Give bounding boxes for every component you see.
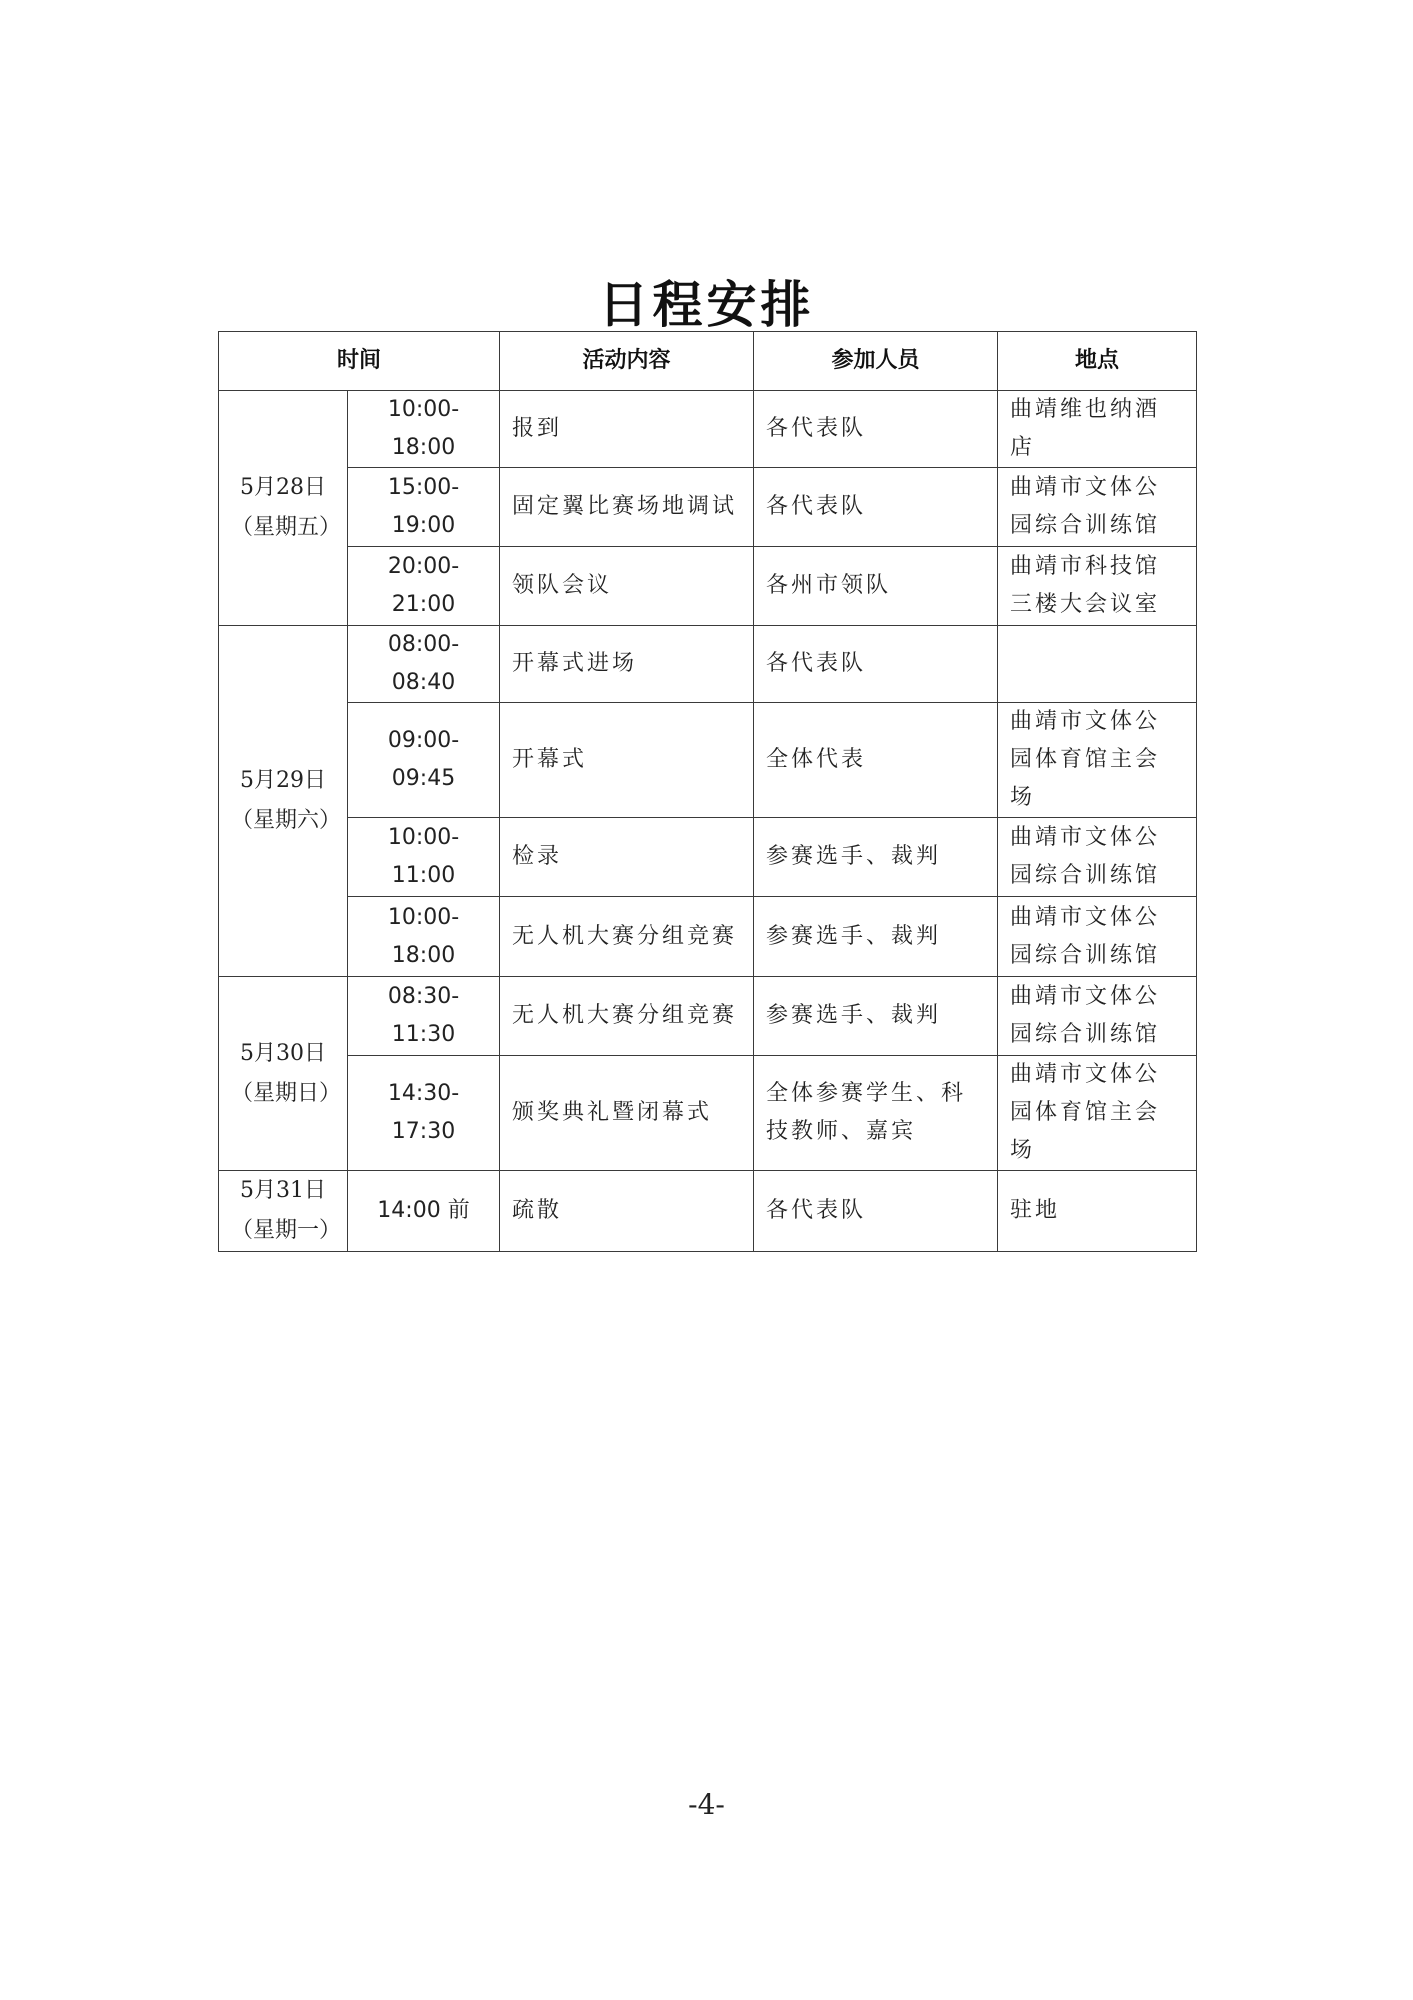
header-activity: 活动内容 [500, 332, 754, 391]
table-row [219, 1171, 1197, 1252]
date-cell [219, 977, 348, 1171]
activity-cell: 疏散 [500, 1171, 754, 1252]
page-title: 日程安排 [598, 275, 815, 334]
date-label: 5月30日 [240, 1040, 326, 1066]
place-cell: 驻地 [998, 1171, 1197, 1252]
date-cell [219, 391, 348, 626]
weekday-label: （星期五） [231, 515, 342, 540]
time-cell: 10:00-18:00 [348, 897, 500, 977]
table-row [219, 391, 1197, 468]
people-cell: 参赛选手、裁判 [754, 818, 998, 897]
table-row [219, 897, 1197, 977]
time-cell: 09:00-09:45 [348, 703, 500, 818]
weekday-label: （星期一） [231, 1218, 342, 1243]
place-cell: 曲靖市文体公园综合训练馆 [998, 818, 1197, 897]
place-cell: 曲靖市科技馆三楼大会议室 [998, 547, 1197, 626]
header-people: 参加人员 [754, 332, 998, 391]
date-cell [219, 1171, 348, 1252]
people-cell: 全体代表 [754, 703, 998, 818]
activity-cell: 无人机大赛分组竞赛 [500, 897, 754, 977]
activity-cell: 开幕式进场 [500, 626, 754, 703]
table-row [219, 977, 1197, 1056]
header-row [219, 332, 1197, 391]
table-row [219, 547, 1197, 626]
place-cell: 曲靖市文体公园综合训练馆 [998, 468, 1197, 547]
activity-cell: 固定翼比赛场地调试 [500, 468, 754, 547]
activity-cell: 颁奖典礼暨闭幕式 [500, 1056, 754, 1171]
place-cell: 曲靖市文体公园综合训练馆 [998, 897, 1197, 977]
table-row [219, 626, 1197, 703]
people-cell: 参赛选手、裁判 [754, 977, 998, 1056]
page-number: -4- [688, 1788, 725, 1821]
place-cell: 曲靖市文体公园体育馆主会场 [998, 1056, 1197, 1171]
table-row [219, 1056, 1197, 1171]
table-row [219, 703, 1197, 818]
people-cell: 各代表队 [754, 391, 998, 468]
table-row [219, 468, 1197, 547]
weekday-label: （星期日） [231, 1080, 342, 1106]
people-cell: 各代表队 [754, 468, 998, 547]
date-label: 5月31日 [240, 1178, 326, 1203]
time-cell: 08:00-08:40 [348, 626, 500, 703]
table-row [219, 818, 1197, 897]
activity-cell: 开幕式 [500, 703, 754, 818]
header-place: 地点 [998, 332, 1197, 391]
people-cell: 各代表队 [754, 1171, 998, 1252]
date-cell [219, 626, 348, 977]
place-cell: 曲靖市文体公园综合训练馆 [998, 977, 1197, 1056]
time-cell: 14:30-17:30 [348, 1056, 500, 1171]
time-cell: 20:00-21:00 [348, 547, 500, 626]
activity-cell: 领队会议 [500, 547, 754, 626]
date-label: 5月29日 [240, 768, 326, 793]
place-cell: 曲靖市文体公园体育馆主会场 [998, 703, 1197, 818]
place-cell [998, 626, 1197, 703]
activity-cell: 报到 [500, 391, 754, 468]
time-cell: 15:00-19:00 [348, 468, 500, 547]
people-cell: 各州市领队 [754, 547, 998, 626]
weekday-label: （星期六） [231, 808, 342, 833]
people-cell: 参赛选手、裁判 [754, 897, 998, 977]
time-cell: 08:30-11:30 [348, 977, 500, 1056]
time-cell: 10:00-11:00 [348, 818, 500, 897]
schedule-table [218, 331, 1197, 1252]
time-cell: 10:00-18:00 [348, 391, 500, 468]
activity-cell: 检录 [500, 818, 754, 897]
time-cell: 14:00 前 [348, 1171, 500, 1252]
people-cell: 全体参赛学生、科技教师、嘉宾 [754, 1056, 998, 1171]
date-label: 5月28日 [240, 475, 326, 500]
place-cell: 曲靖维也纳酒店 [998, 391, 1197, 468]
header-time: 时间 [219, 332, 500, 391]
activity-cell: 无人机大赛分组竞赛 [500, 977, 754, 1056]
people-cell: 各代表队 [754, 626, 998, 703]
